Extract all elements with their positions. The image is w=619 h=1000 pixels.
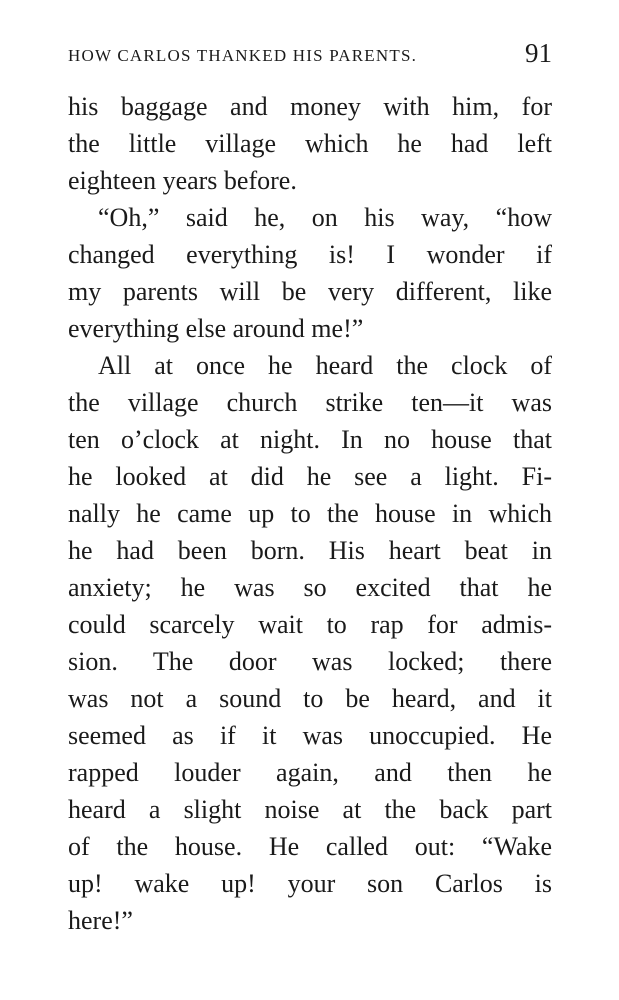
text-line: heard a slight noise at the back part xyxy=(68,795,552,824)
text-line: the village church strike ten—it was xyxy=(68,388,552,417)
text-line: seemed as if it was unoccupied. He xyxy=(68,721,552,750)
text-line: eighteen years before. xyxy=(68,166,297,195)
text-line: he had been born. His heart beat in xyxy=(68,536,552,565)
text-line: sion. The door was locked; there xyxy=(68,647,552,676)
page-header xyxy=(68,38,552,74)
text-line: here!” xyxy=(68,906,133,935)
body-text xyxy=(68,88,552,939)
text-line: everything else around me!” xyxy=(68,314,364,343)
text-line: of the house. He called out: “Wake xyxy=(68,832,552,861)
text-line: he looked at did he see a light. Fi- xyxy=(68,462,552,491)
text-line: rapped louder again, and then he xyxy=(68,758,552,787)
text-line: ten o’clock at night. In no house that xyxy=(68,425,552,454)
text-line: anxiety; he was so excited that he xyxy=(68,573,552,602)
text-line: changed everything is! I wonder if xyxy=(68,240,552,269)
text-line: All at once he heard the clock of xyxy=(98,351,552,380)
running-head: HOW CARLOS THANKED HIS PARENTS. xyxy=(68,46,418,65)
text-line: up! wake up! your son Carlos is xyxy=(68,869,552,898)
text-line: his baggage and money with him, for xyxy=(68,92,552,121)
text-line: nally he came up to the house in which xyxy=(68,499,552,528)
text-line: was not a sound to be heard, and it xyxy=(68,684,552,713)
text-line: the little village which he had left xyxy=(68,129,552,158)
text-line: “Oh,” said he, on his way, “how xyxy=(98,203,552,232)
page-number: 91 xyxy=(525,38,552,68)
text-line: my parents will be very different, like xyxy=(68,277,552,306)
text-line: could scarcely wait to rap for admis- xyxy=(68,610,552,639)
